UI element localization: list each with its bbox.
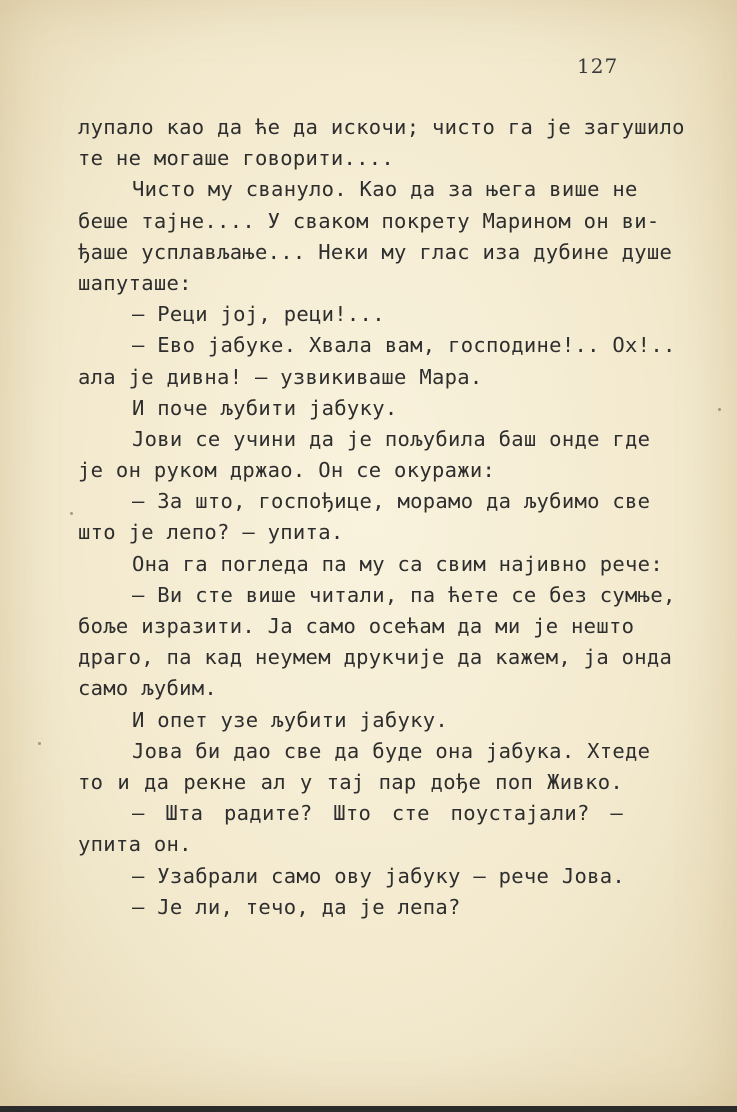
page-number: 127: [577, 54, 619, 78]
text-line: — Узабрали само ову јабуку — рече Јова.: [132, 863, 626, 888]
text-line: — Шта радите? Што сте поустајали? —: [132, 801, 623, 826]
paper-speck: [718, 408, 721, 411]
text-line: — За што, госпођице, морамо да љубимо све: [132, 489, 651, 514]
text-line: шапуташе:: [78, 270, 192, 295]
text-line: — Ви сте више читали, па ћете се без сумње,: [132, 582, 676, 607]
text-line: што је лепо? — упита.: [78, 520, 344, 545]
text-line: је он руком држао. Он се окуражи:: [78, 458, 496, 483]
page-bottom-edge: [0, 1106, 737, 1112]
text-line: — Је ли, течо, да је лепа?: [132, 894, 461, 919]
text-line: Она га погледа па му са свим најивно рече:: [132, 551, 663, 576]
text-line: лупало као да ће да искочи; чисто га је загушило: [78, 115, 685, 139]
text-line: упита он.: [78, 832, 192, 857]
text-line: боље изразити. Ја само осећам да ми је нешто: [78, 614, 635, 638]
body-text: [78, 112, 685, 923]
paper-speck: [38, 742, 41, 745]
text-line: ала је дивна! — узвикиваше Мара.: [78, 364, 483, 389]
text-line: Јова би дао све да буде она јабука. Хтеде: [132, 738, 651, 763]
paper-speck: [70, 512, 73, 515]
text-line: Јови се учини да је пољубила баш онде где: [132, 426, 651, 451]
text-line: те не могаше говорити....: [78, 146, 395, 171]
text-line: И опет узе љубити јабуку.: [132, 707, 449, 732]
text-line: И поче љубити јабуку.: [132, 395, 398, 420]
text-line: — Ево јабуке. Хвала вам, господине!.. Ох!..: [132, 333, 676, 358]
text-line: то и да рекне ал у тај пар дође поп Живко.: [78, 769, 623, 794]
text-line: само љубим.: [78, 676, 218, 701]
text-line: драго, па кад неумем друкчије да кажем, ја онда: [78, 645, 673, 670]
text-line: беше тајне.... У сваком покрету Марином он ви-: [78, 208, 660, 233]
text-line: Чисто му свануло. Као да за њега више не: [132, 177, 638, 202]
text-line: — Реци јој, реци!...: [132, 302, 385, 327]
text-line: ђаше усплављање... Неки му глас иза дубине душе: [78, 239, 673, 264]
